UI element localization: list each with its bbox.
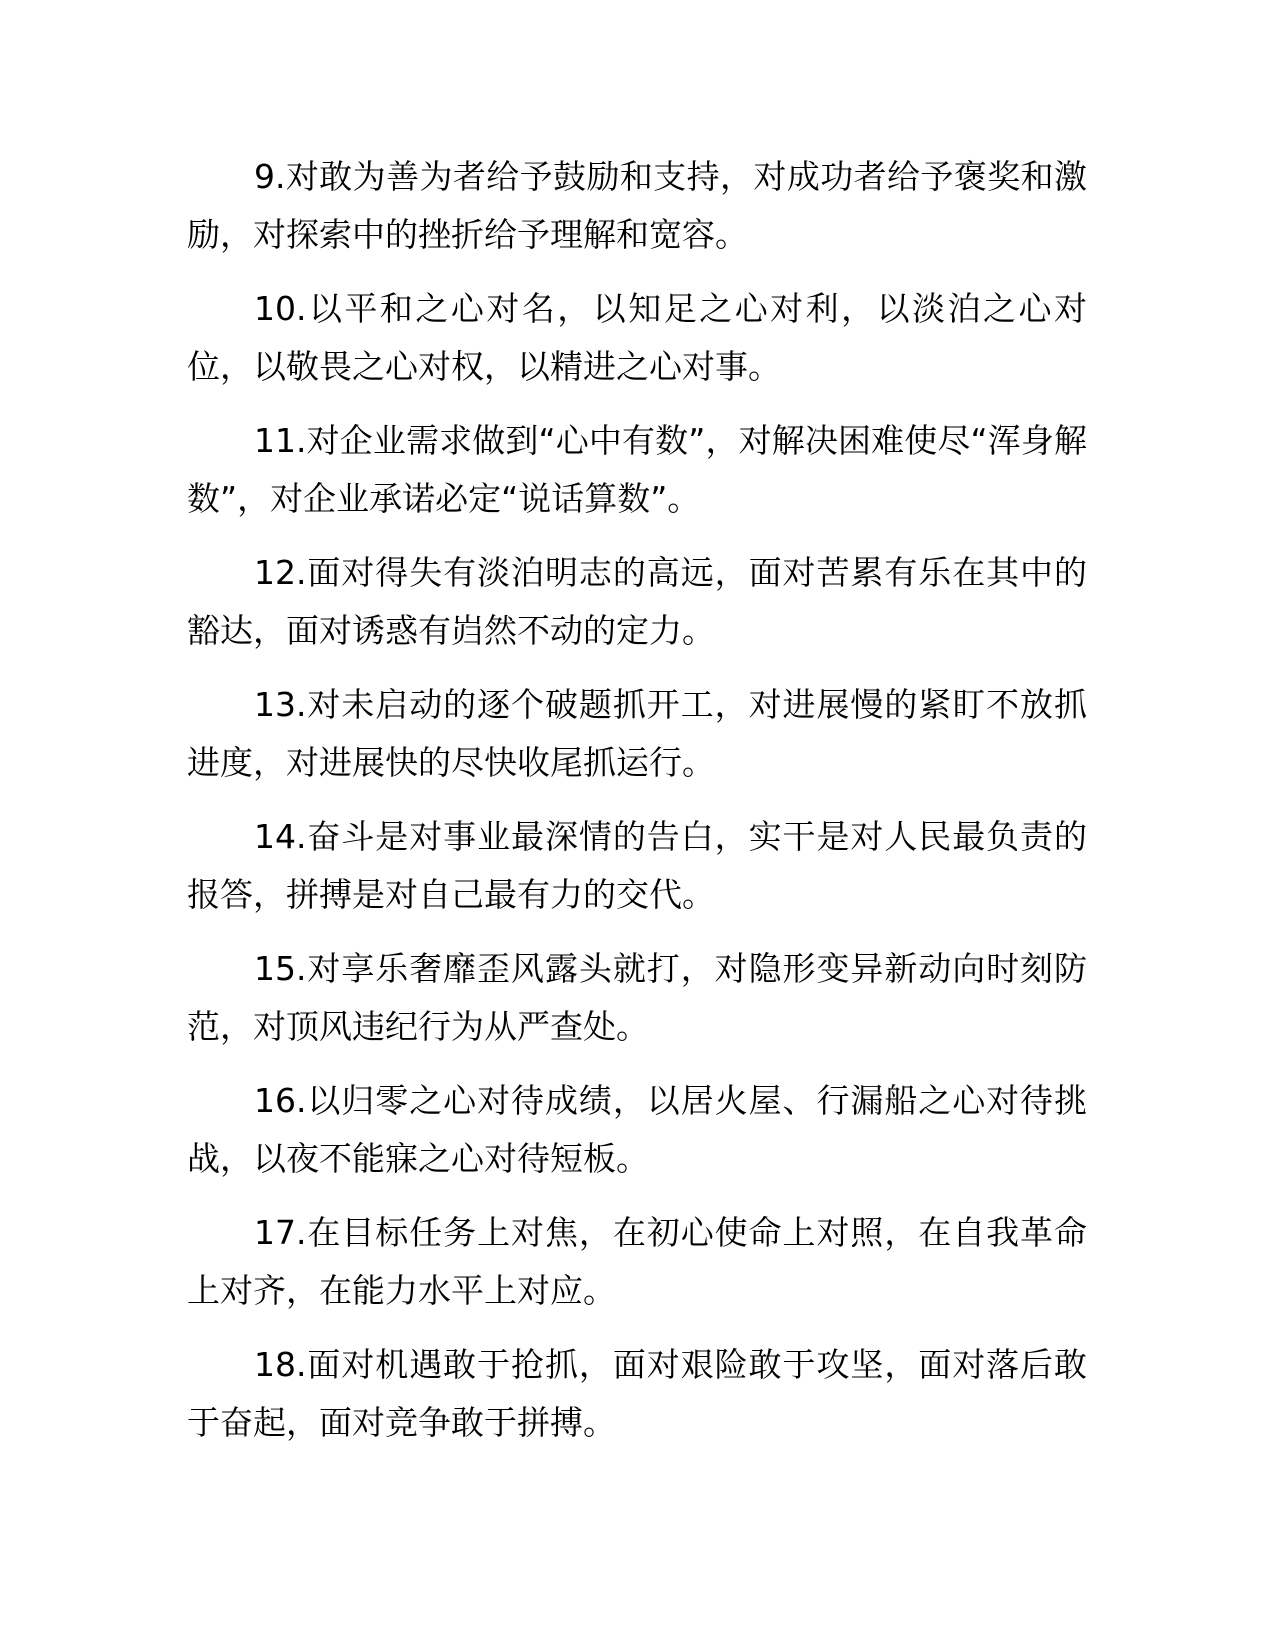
paragraph-17: 17.在目标任务上对焦，在初心使命上对照，在自我革命上对齐，在能力水平上对应。 (187, 1213, 1087, 1310)
paragraph-11: 11.对企业需求做到“心中有数”，对解决困难使尽“浑身解数”，对企业承诺必定“说话算数”。 (187, 421, 1087, 518)
paragraph-13: 13.对未启动的逐个破题抓开工，对进展慢的紧盯不放抓进度，对进展快的尽快收尾抓运行。 (187, 685, 1087, 782)
paragraph-16: 16.以归零之心对待成绩，以居火屋、行漏船之心对待挑战，以夜不能寐之心对待短板。 (187, 1081, 1087, 1178)
paragraph-10: 10.以平和之心对名，以知足之心对利，以淡泊之心对位，以敬畏之心对权，以精进之心对事。 (187, 289, 1087, 386)
paragraph-18: 18.面对机遇敢于抢抓，面对艰险敢于攻坚，面对落后敢于奋起，面对竞争敢于拼搏。 (187, 1345, 1087, 1442)
document-body (187, 148, 1087, 1468)
paragraph-14: 14.奋斗是对事业最深情的告白，实干是对人民最负责的报答，拼搏是对自己最有力的交代。 (187, 817, 1087, 914)
paragraph-15: 15.对享乐奢靡歪风露头就打，对隐形变异新动向时刻防范，对顶风违纪行为从严查处。 (187, 949, 1087, 1046)
paragraph-9: 9.对敢为善为者给予鼓励和支持，对成功者给予褒奖和激励，对探索中的挫折给予理解和宽容。 (187, 157, 1087, 254)
paragraph-12: 12.面对得失有淡泊明志的高远，面对苦累有乐在其中的豁达，面对诱惑有岿然不动的定力。 (187, 553, 1087, 650)
